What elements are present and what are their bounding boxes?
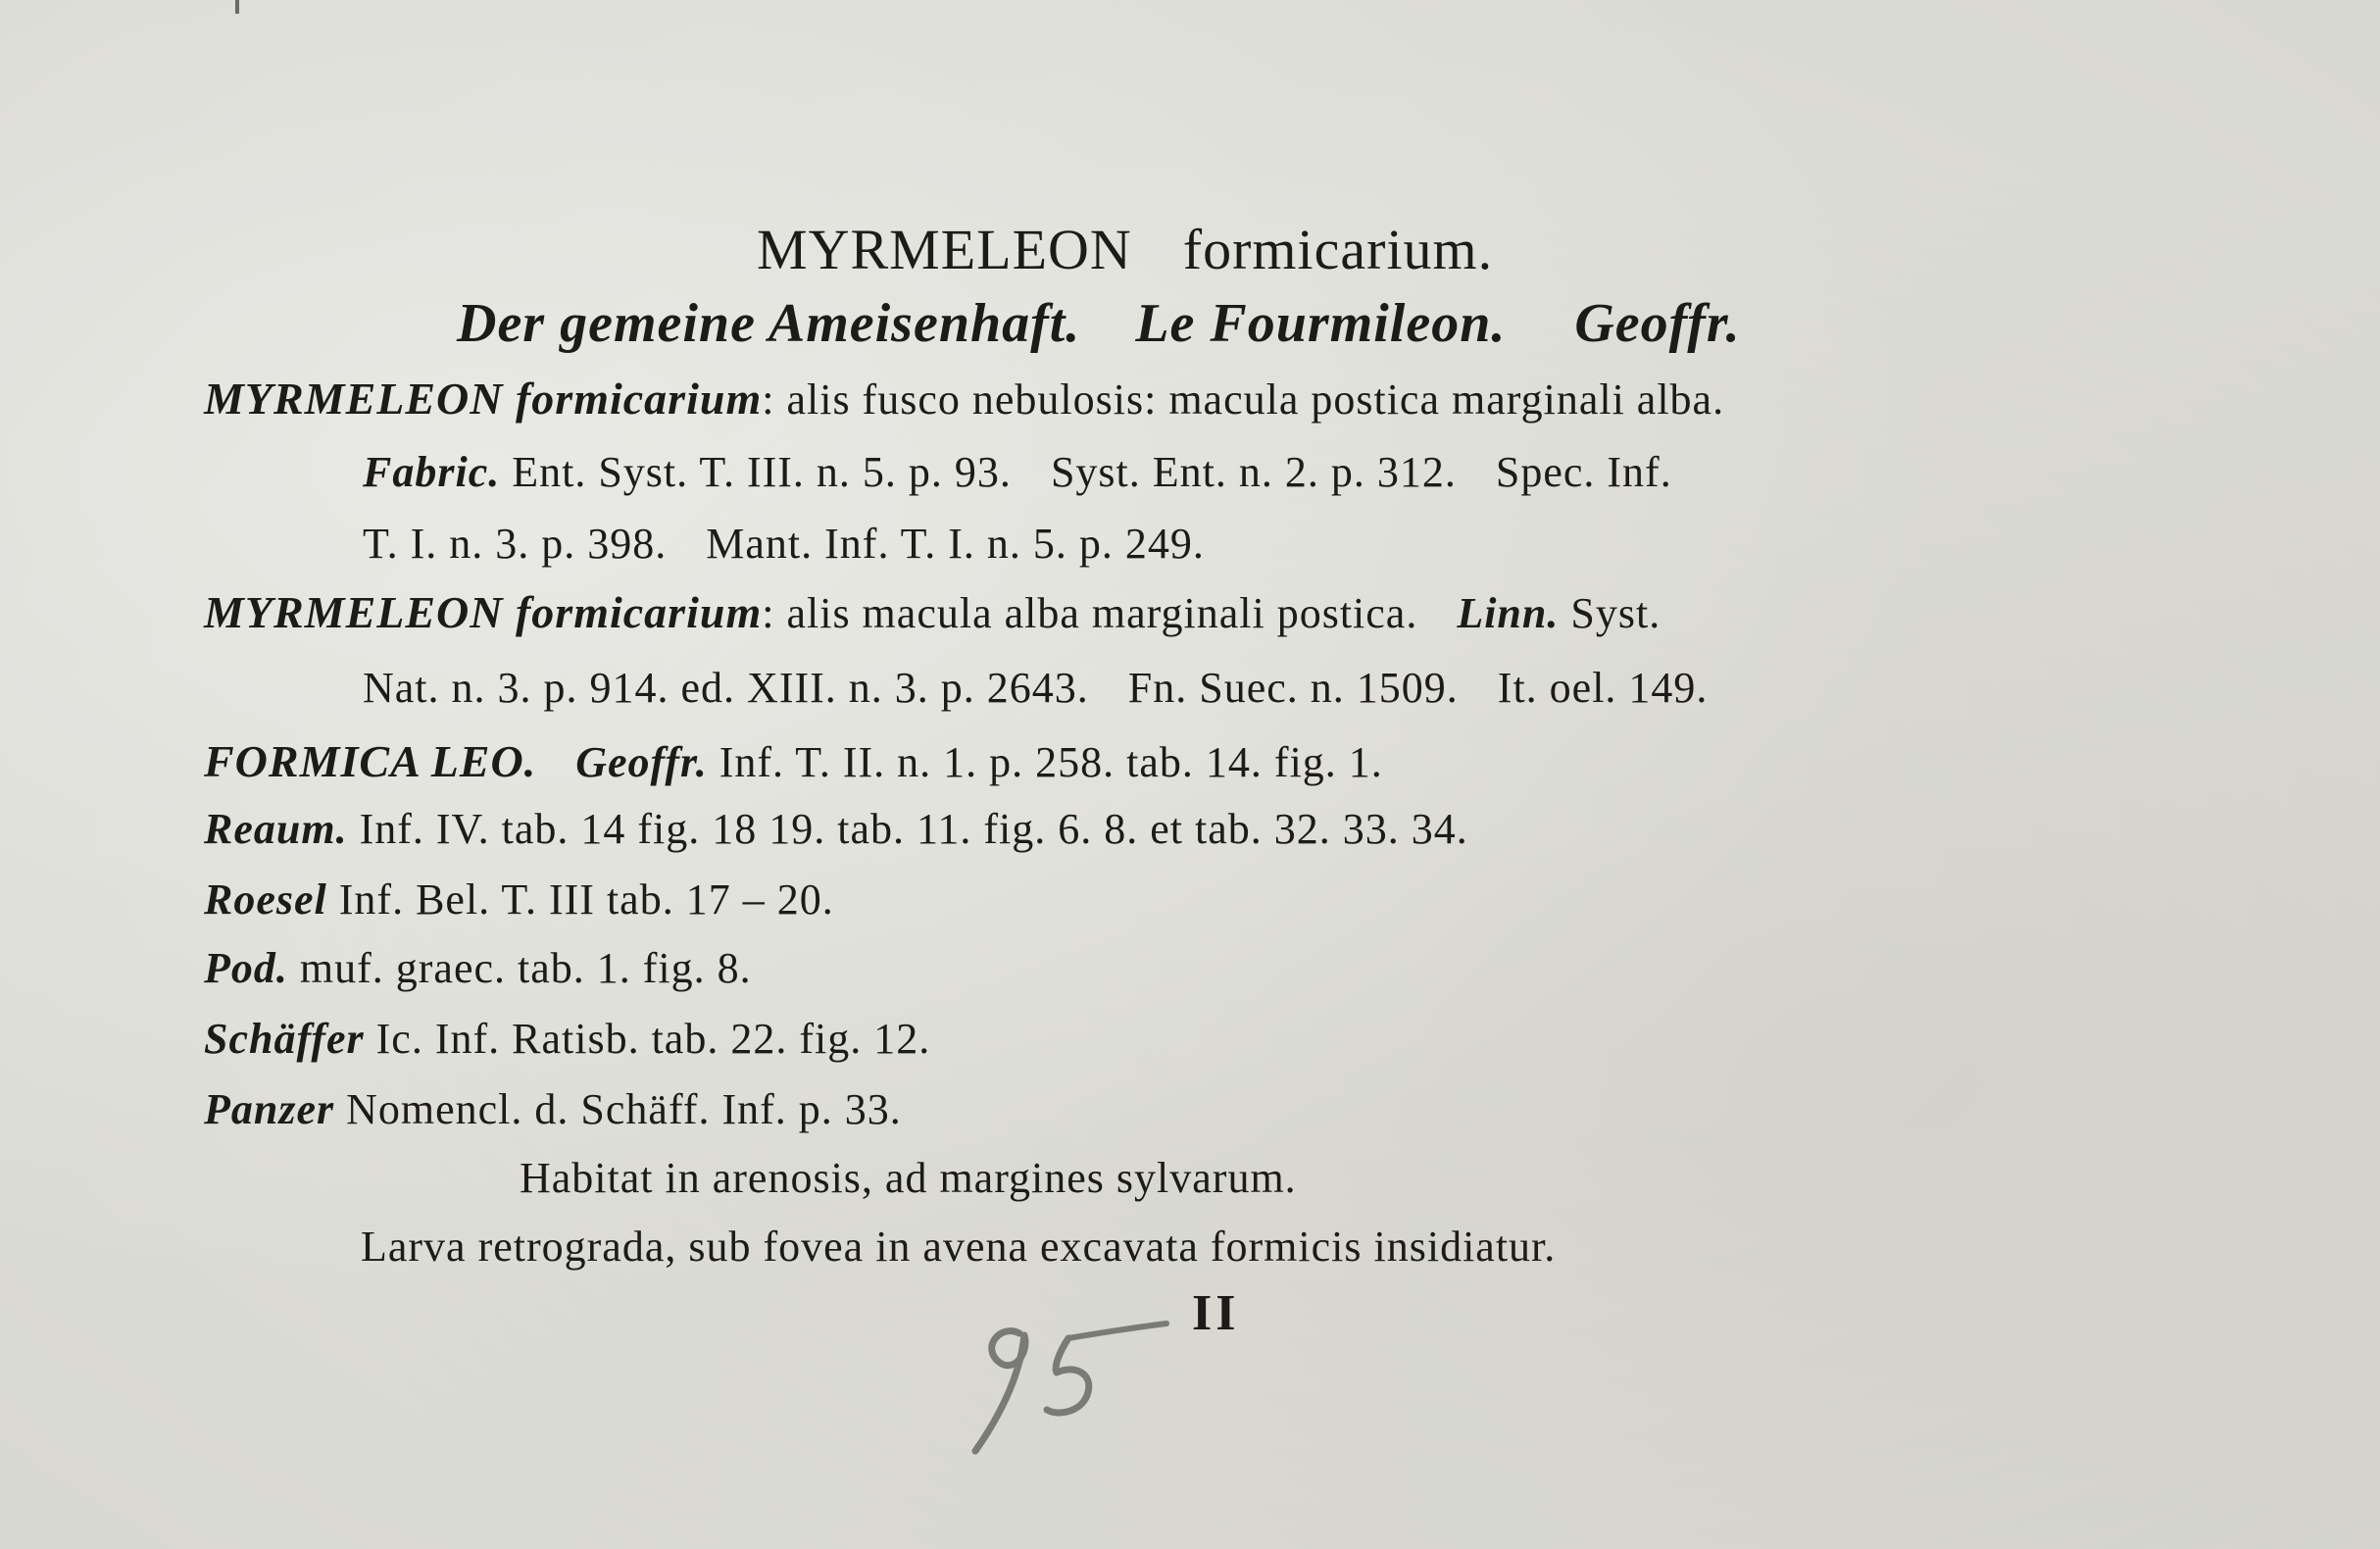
citation-text: : alis fusco nebulosis: macula postica marginali alba.: [762, 375, 1725, 424]
french-name-author: Geoffr.: [1574, 293, 1741, 354]
citation-author: Reaum.: [204, 805, 348, 853]
page-title: [757, 218, 1494, 281]
german-name: Der gemeine Ameisenhaft.: [457, 293, 1081, 354]
citation-text: T. I. n. 3. p. 398.: [363, 520, 668, 568]
citation-line-2: [363, 448, 1672, 496]
citation-line-3: [363, 520, 1205, 568]
citation-line-1: [204, 376, 1724, 422]
citation-text: Inf. Bel. T. III tab. 17 – 20.: [338, 875, 834, 924]
citation-text: Spec. Inf.: [1495, 448, 1672, 496]
citation-author: Roesel: [204, 875, 327, 924]
larva-note: [361, 1225, 1556, 1269]
page-number: II: [1192, 1285, 1240, 1341]
citation-text: Nomencl. d. Schäff. Inf. p. 33.: [346, 1085, 902, 1133]
citation-author: Panzer: [204, 1085, 335, 1133]
citation-text: Ent. Syst. T. III. n. 5. p. 93.: [512, 448, 1012, 496]
citation-genus: MYRMELEON formicarium: [204, 587, 763, 637]
citation-line-11: [204, 1085, 902, 1133]
citation-genus: FORMICA LEO.: [204, 736, 537, 786]
citation-author: Pod.: [204, 944, 288, 992]
title-genus: MYRMELEON: [757, 218, 1132, 281]
citation-text: Syst.: [1570, 589, 1661, 637]
citation-author: Geoffr.: [575, 738, 708, 786]
citation-text: Mant. Inf. T. I. n. 5. p. 249.: [706, 520, 1205, 568]
citation-line-9: [204, 944, 752, 992]
habitat-note: [520, 1154, 1297, 1202]
citation-author: Schäffer: [204, 1015, 365, 1063]
citation-line-7: [204, 805, 1468, 853]
common-names: [457, 293, 1741, 354]
margin-mark: [235, 0, 239, 14]
citation-text: It. oel. 149.: [1497, 664, 1709, 712]
citation-line-8: [204, 875, 834, 924]
citation-line-5: [363, 664, 1709, 712]
citation-text: : alis macula alba marginali postica.: [762, 589, 1418, 637]
habitat-text: Habitat in arenosis, ad margines sylvarum.: [520, 1154, 1297, 1202]
citation-text: Ic. Inf. Ratisb. tab. 22. fig. 12.: [375, 1015, 931, 1063]
citation-author: Fabric.: [363, 448, 501, 496]
citation-line-10: [204, 1015, 931, 1063]
title-species: formicarium.: [1182, 218, 1494, 281]
citation-genus: MYRMELEON formicarium: [204, 374, 763, 424]
citation-line-4: [204, 587, 1661, 637]
citation-text: Syst. Ent. n. 2. p. 312.: [1050, 448, 1457, 496]
citation-text: muf. graec. tab. 1. fig. 8.: [299, 944, 752, 992]
larva-text: Larva retrograda, sub fovea in avena excavata formicis insidiatur.: [361, 1223, 1557, 1271]
citation-line-6: [204, 736, 1383, 786]
french-name: Le Fourmileon.: [1135, 293, 1507, 354]
citation-text: Inf. T. II. n. 1. p. 258. tab. 14. fig. 1.: [719, 738, 1383, 786]
pencil-annotation: [961, 1294, 1186, 1461]
citation-author: Linn.: [1457, 589, 1560, 637]
citation-text: Inf. IV. tab. 14 fig. 18 19. tab. 11. fig. 6. 8. et tab. 32. 33. 34.: [359, 805, 1468, 853]
citation-text: Fn. Suec. n. 1509.: [1127, 664, 1459, 712]
citation-text: Nat. n. 3. p. 914. ed. XIII. n. 3. p. 2643.: [363, 664, 1089, 712]
